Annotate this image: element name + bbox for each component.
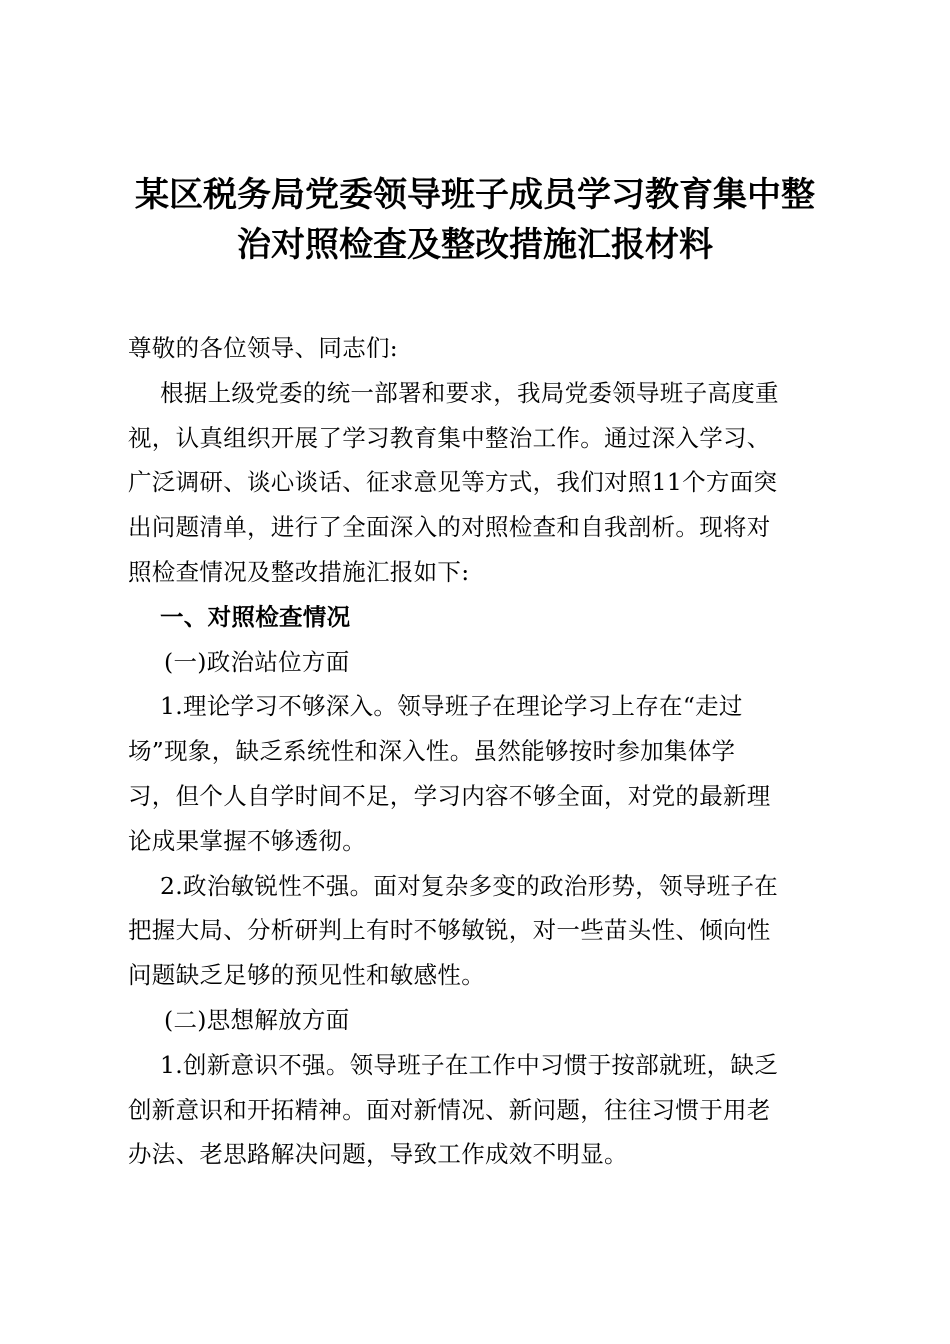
section-heading: (一)政治站位方面 [164,647,350,676]
body-text-line: 1.理论学习不够深入。领导班子在理论学习上存在“走过 [160,692,743,721]
body-text-line: 论成果掌握不够透彻。 [128,826,366,855]
section-heading: (二)思想解放方面 [164,1006,350,1034]
body-text-line: 把握大局、分析研判上有时不够敏锐，对一些苗头性、倾向性 [128,916,771,945]
body-text-line: 2.政治敏锐性不强。面对复杂多变的政治形势，领导班子在 [160,871,779,900]
body-text-line: 场”现象，缺乏系统性和深入性。虽然能够按时参加集体学 [128,737,736,766]
document-title-line-1: 某区税务局党委领导班子成员学习教育集中整 [135,175,815,215]
body-text-line: 根据上级党委的统一部署和要求，我局党委领导班子高度重 [160,378,779,407]
body-text-line: 视，认真组织开展了学习教育集中整治工作。通过深入学习、 [128,423,771,452]
body-text-line: 尊敬的各位领导、同志们: [128,334,399,362]
body-text-line: 习，但个人自学时间不足，学习内容不够全面，对党的最新理 [128,782,771,810]
body-text-line: 照检查情况及整改措施汇报如下: [128,558,470,586]
body-text-line: 问题缺乏足够的预见性和敏感性。 [128,961,485,990]
section-heading: 一、对照检查情况 [160,602,351,631]
body-text-line: 出问题清单，进行了全面深入的对照检查和自我剖析。现将对 [128,513,771,542]
body-text-line: 办法、老思路解决问题，导致工作成效不明显。 [128,1140,628,1169]
body-text-line: 1.创新意识不强。领导班子在工作中习惯于按部就班，缺乏 [160,1050,779,1079]
document-title-line-2: 治对照检查及整改措施汇报材料 [237,225,713,265]
body-text-line: 广泛调研、谈心谈话、征求意见等方式，我们对照11个方面突 [128,468,778,497]
body-text-line: 创新意识和开拓精神。面对新情况、新问题，往往习惯于用老 [128,1095,771,1124]
